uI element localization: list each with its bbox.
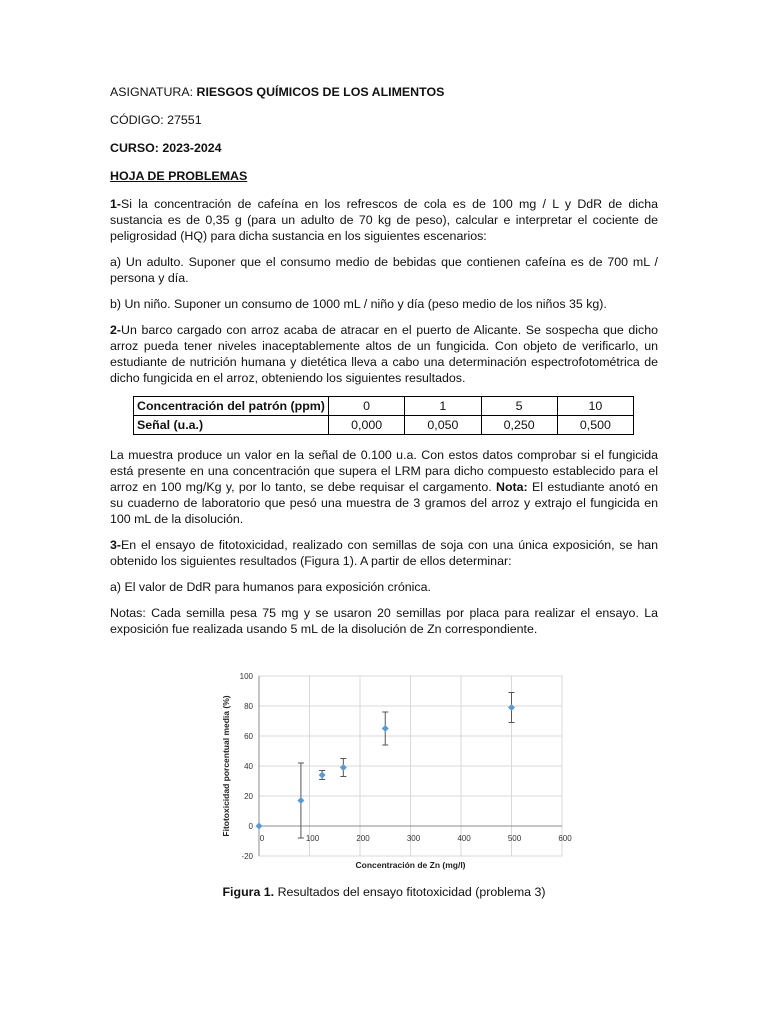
y-tick-label: 100 (239, 672, 253, 681)
problem-3-notes: Notas: Cada semilla pesa 75 mg y se usaron 20 semillas por placa para realizar el ensayo. La exposición fue realizada usando 5 mL de la disolución de Zn correspondiente. (110, 606, 658, 636)
y-tick-label: 80 (244, 702, 253, 711)
hoja-label: HOJA DE PROBLEMAS (110, 169, 248, 183)
table-cell: 1 (405, 397, 481, 416)
problem-2-number: 2- (110, 323, 122, 337)
problem-3-statement: En el ensayo de fitotoxicidad, realizado con semillas de soja con una única exposición, se han obtenido los siguientes resultados (Figura 1). A partir de ellos determinar: (110, 538, 658, 568)
x-tick-label: 0 (259, 834, 265, 843)
asignatura-line (110, 84, 658, 100)
codigo-line: CÓDIGO: 27551 (110, 113, 202, 127)
caption-text: Resultados del ensayo fitotoxicidad (problema 3) (274, 885, 546, 899)
x-tick-label: 600 (558, 834, 572, 843)
y-tick-label: -20 (241, 852, 253, 861)
y-tick-label: 60 (244, 732, 253, 741)
problem-2-after-text: La muestra produce un valor en la señal de 0.100 u.a. Con estos datos comprobar si el fungicida está presente en una concentración que supera el LRM para dicho compuesto establecido para el arroz en 100 mg/Kg y, por lo tanto, se debe requisar el cargamento. (110, 448, 658, 494)
table-cell: 0,250 (481, 416, 557, 435)
problem-3-text (110, 537, 658, 569)
problem-1a: a) Un adulto. Suponer que el consumo medio de bebidas que contienen cafeína es de 700 mL / persona y día. (110, 255, 658, 285)
table-cell: 5 (481, 397, 557, 416)
x-tick-label: 500 (507, 834, 522, 843)
table-row (134, 397, 634, 416)
table-row-label: Señal (u.a.) (134, 416, 329, 435)
problem-1-number: 1- (110, 197, 122, 211)
problem-2-text (110, 322, 658, 386)
table-cell: 0 (329, 397, 405, 416)
caption-label: Figura 1. (222, 885, 275, 899)
problem-3a: a) El valor de DdR para humanos para exposición crónica. (110, 580, 431, 594)
y-tick-label: 20 (244, 792, 253, 801)
curso-value: CURSO: 2023-2024 (110, 141, 222, 155)
table-row-label: Concentración del patrón (ppm) (134, 397, 329, 416)
x-tick-label: 400 (457, 834, 471, 843)
table-cell: 0,500 (557, 416, 633, 435)
asignatura-label: ASIGNATURA: (110, 85, 197, 99)
problem-2-followup (110, 447, 658, 527)
problem-2-statement: Un barco cargado con arroz acaba de atracar en el puerto de Alicante. Se sospecha que dicho arroz pueda tener niveles inaceptablemente altos de un fungicida. Con objeto de verificarlo, un estudiante de nutrición humana y dietética lleva a cabo una determinación espectrofotométrica de dicho fungicida en el arroz, obteniendo los siguientes resultados. (110, 323, 658, 385)
x-tick-label: 200 (356, 834, 370, 843)
curso-line (110, 140, 658, 156)
nota-text: El estudiante anotó en su cuaderno de laboratorio que pesó una muestra de 3 gramos del arroz y extrajo el fungicida en 100 mL de la disolución. (110, 480, 658, 526)
problem-1-text (110, 196, 658, 244)
x-tick-label: 300 (406, 834, 421, 843)
phytotoxicity-chart (218, 664, 578, 874)
problem-1b: b) Un niño. Suponer un consumo de 1000 mL / niño y día (peso medio de los niños 35 kg). (110, 297, 607, 311)
hoja-title (110, 168, 658, 184)
figure-caption (0, 885, 768, 899)
y-axis-title: Fitotoxicidad porcentual media (%) (221, 695, 231, 837)
y-tick-label: 40 (244, 762, 253, 771)
y-tick-label: 0 (248, 822, 253, 831)
table-cell: 10 (557, 397, 633, 416)
document-body (110, 84, 658, 647)
table-cell: 0,000 (329, 416, 405, 435)
table-row (134, 416, 634, 435)
calibration-table (133, 396, 634, 435)
nota-label: Nota: (496, 480, 528, 494)
asignatura-value: RIESGOS QUÍMICOS DE LOS ALIMENTOS (196, 85, 445, 99)
table-cell: 0,050 (405, 416, 481, 435)
x-axis-title: Concentración de Zn (mg/l) (355, 860, 466, 870)
problem-1-statement: Si la concentración de cafeína en los refrescos de cola es de 100 mg / L y DdR de dicha sustancia es de 0,35 g (para un adulto de 70 kg de peso), calcular e interpretar el cociente de peligrosidad (HQ) para dicha sustancia en los siguientes escenarios: (110, 197, 658, 243)
x-tick-label: 100 (305, 834, 320, 843)
problem-3-number: 3- (110, 538, 122, 552)
